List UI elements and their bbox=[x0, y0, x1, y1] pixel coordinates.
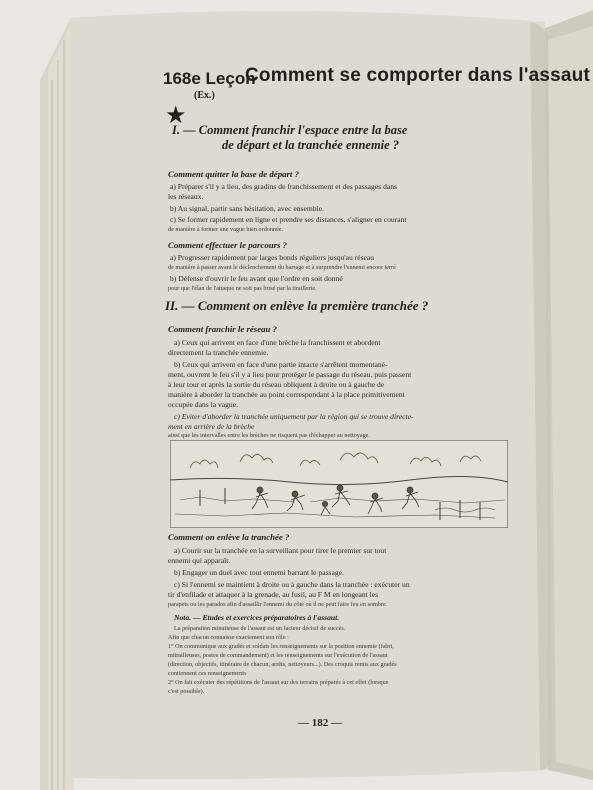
section1-q2-line: a) Progresser rapidement par larges bonds réguliers jusqu'au réseau bbox=[170, 253, 375, 262]
section2-q2-line: parapets ou les parados afin d'assaillir l'ennemi du côté où il ne peut faire feu en sombre. bbox=[168, 601, 388, 608]
section2-q1-line: c) Eviter d'aborder la tranchée uniquement par la région qui se trouve directe- bbox=[174, 412, 414, 421]
section2-q2-line: ennemi qui apparaît. bbox=[168, 556, 231, 565]
note-heading: Nota. — Etudes et exercices préparatoires à l'assaut. bbox=[174, 613, 340, 622]
note-line: contiennent ces renseignements bbox=[168, 670, 247, 677]
section2-q1-line: manière à aborder la tranchée au point correspondant à la place primitivement bbox=[168, 390, 405, 399]
document-page bbox=[64, 0, 590, 790]
note-line: (direction, objectifs, itinéraire de chacun, arrêts, nettoyeurs...). Des croquis remis aux gradés bbox=[168, 661, 397, 668]
section2-q2-line: b) Engager un duel avec tout ennemi barrant le passage. bbox=[174, 568, 344, 577]
lesson-tag: (Ex.) bbox=[194, 90, 215, 101]
note-line: 2° On fait exécuter des répétitions de l'assaut sur des terrains préparés à cet effet (lorsque bbox=[168, 679, 389, 686]
note-line: 1° On communique aux gradés et soldats les renseignements sur la position ennemie (fabri, bbox=[168, 643, 394, 650]
section2-q1-line: ment en arrière de la brèche bbox=[168, 422, 255, 431]
section2-q1-line: ainsi que les intervalles entre les brèches ne risquent pas d'échapper au nettoyage. bbox=[168, 432, 370, 439]
lesson-number: 168e Leçon bbox=[163, 69, 256, 88]
note-line: La préparation minutieuse de l'assaut est un facteur décisif de succès. bbox=[174, 625, 346, 632]
section1-q1-line: de manière à former une vague bien ordonnée. bbox=[168, 226, 284, 233]
section2-q1-line: a) Ceux qui arrivent en face d'une brèche la franchissent et abordent bbox=[174, 338, 381, 347]
section2-q1-line: directement la tranchée ennemie. bbox=[168, 348, 269, 357]
assault-illustration bbox=[170, 440, 508, 528]
section1-q1-line: c) Se former rapidement en ligne et prendre ses distances, s'aligner en courant bbox=[170, 215, 407, 224]
section1-q2: Comment effectuer le parcours ? bbox=[168, 240, 288, 250]
section1-q1: Comment quitter la base de départ ? bbox=[168, 169, 299, 179]
section1-heading-line2: de départ et la tranchée ennemie ? bbox=[222, 138, 400, 152]
section1-q1-line: b) Au signal, partir sans hésitation, avec ensemble. bbox=[170, 204, 324, 213]
section2-q1: Comment franchir le réseau ? bbox=[168, 324, 277, 334]
page-number: — 182 — bbox=[298, 717, 342, 729]
section2-q1-line: à leur tour et après la sortie du réseau obliquent à droite ou à gauche de bbox=[168, 380, 385, 389]
section1-q2-line: pour que l'élan de l'attaque ne soit pas brisé par la tiraillerie. bbox=[168, 285, 317, 292]
section2-q2-line: tir d'enfilade et attaquer à la grenade, au fusil, au F M en longeant les bbox=[168, 590, 379, 599]
star-icon: ★ bbox=[165, 103, 187, 129]
lesson-title: Comment se comporter dans l'assaut bbox=[245, 65, 590, 86]
section1-q2-line: de manière à passer avant le déclenchement du barrage et à surprendre l'ennemi encore terré bbox=[168, 264, 396, 271]
note-line: mitrailleuses, postes de commandement) et les renseignements sur l'exécution de l'assaut bbox=[168, 652, 388, 659]
section2-q1-line: occupée dans la vague. bbox=[168, 400, 238, 409]
section2-heading: II. — Comment on enlève la première tranchée ? bbox=[165, 298, 429, 313]
section2-q2-line: a) Courir sur la tranchée en la surveillant pour tirer le premier sur tout bbox=[174, 546, 387, 555]
section1-q2-line: b) Défense d'ouvrir le feu avant que l'ordre en soit donné bbox=[170, 274, 343, 283]
section2-q1-line: b) Ceux qui arrivent en face d'une partie intacte s'arrêtent momentané- bbox=[174, 360, 388, 369]
section2-q2-line: c) Si l'ennemi se maintient à droite ou à gauche dans la tranchée : exécuter un bbox=[174, 580, 410, 589]
section1-heading-line1: I. — Comment franchir l'espace entre la base bbox=[172, 123, 408, 137]
section1-q1-line: les réseaux. bbox=[168, 192, 204, 201]
section2-q1-line: ment, ouvrent le feu s'il y a lieu pour protéger le passage du réseau, puis passent bbox=[168, 370, 412, 379]
note-line: Afin que chacun connaisse exactement son rôle : bbox=[168, 634, 289, 641]
note-line: c'est possible). bbox=[168, 688, 205, 695]
section2-q2: Comment on enlève la tranchée ? bbox=[168, 532, 290, 542]
section1-q1-line: a) Préparer s'il y a lieu, des gradins de franchissement et des passages dans bbox=[170, 182, 397, 191]
